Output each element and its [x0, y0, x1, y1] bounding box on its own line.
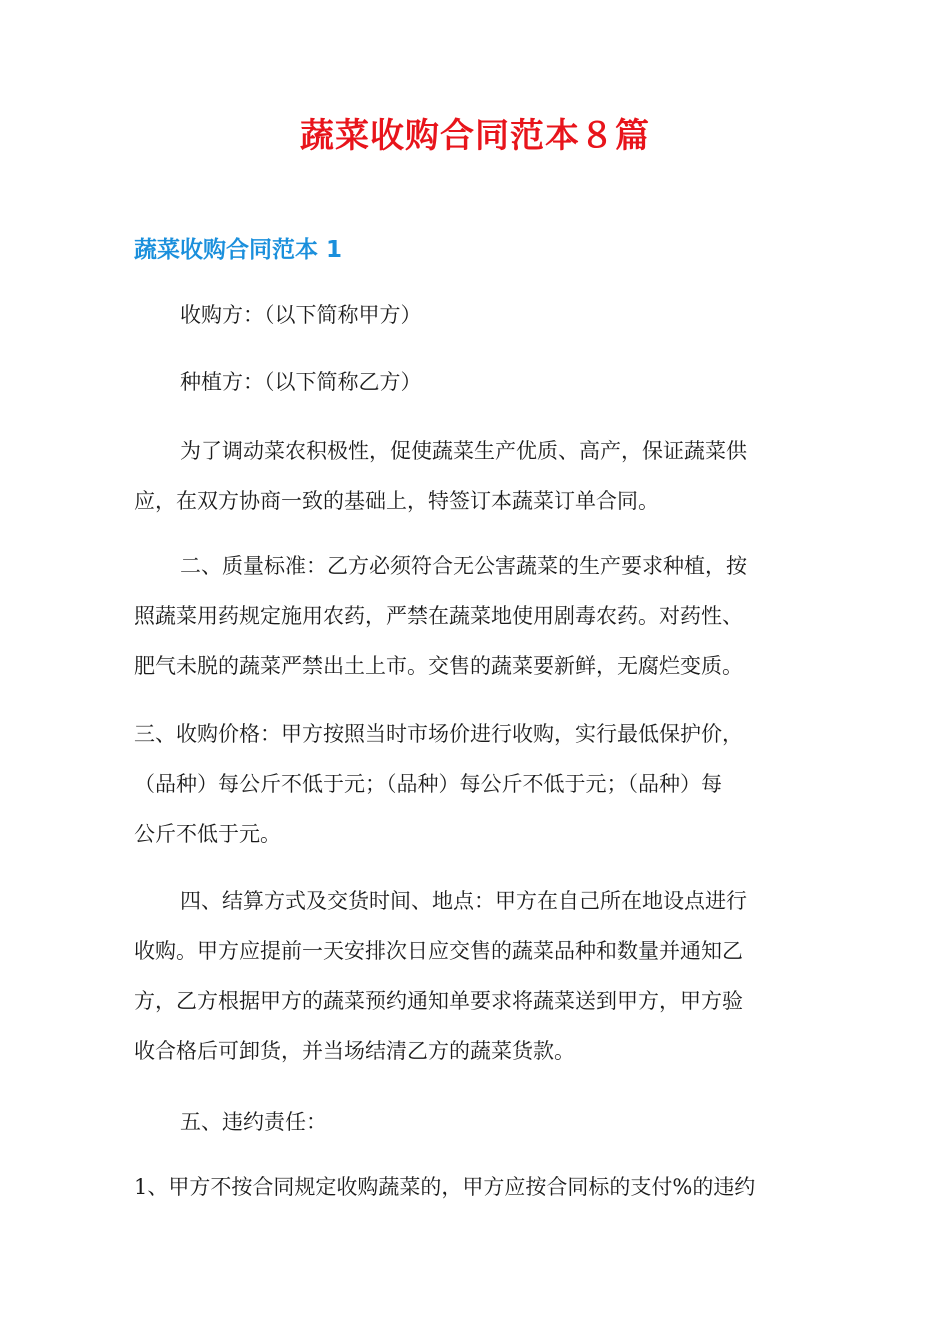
paragraph-grower	[134, 357, 828, 407]
paragraph-settlement	[134, 876, 828, 1076]
paragraph-line: 收购方：（以下简称甲方）	[180, 303, 422, 327]
paragraph-purchase-price	[134, 709, 828, 859]
paragraph-quality-standard	[134, 541, 828, 691]
paragraph-line: 公斤不低于元。	[134, 822, 281, 846]
paragraph-line: （品种）每公斤不低于元；（品种）每公斤不低于元；（品种）每	[134, 772, 722, 796]
paragraph-preamble	[134, 426, 828, 526]
paragraph-line: 照蔬菜用药规定施用农药，严禁在蔬菜地使用剧毒农药。对药性、	[134, 604, 743, 628]
paragraph-line: 方，乙方根据甲方的蔬菜预约通知单要求将蔬菜送到甲方，甲方验	[134, 989, 743, 1013]
paragraph-line: 为了调动菜农积极性，促使蔬菜生产优质、高产，保证蔬菜供	[180, 439, 747, 463]
paragraph-line: 应，在双方协商一致的基础上，特签订本蔬菜订单合同。	[134, 489, 659, 513]
paragraph-line: 收购。甲方应提前一天安排次日应交售的蔬菜品种和数量并通知乙	[134, 939, 743, 963]
paragraph-line: 三、收购价格：甲方按照当时市场价进行收购，实行最低保护价，	[134, 722, 743, 746]
section-heading: 蔬菜收购合同范本 1	[134, 237, 343, 263]
paragraph-line: 五、违约责任：	[180, 1110, 327, 1134]
document-title: 蔬菜收购合同范本８篇	[300, 116, 650, 156]
paragraph-liability-item-1	[134, 1162, 828, 1212]
paragraph-buyer	[134, 290, 828, 340]
paragraph-line: 四、结算方式及交货时间、地点：甲方在自己所在地设点进行	[180, 889, 747, 913]
paragraph-liability-heading	[134, 1097, 828, 1147]
paragraph-line: 二、质量标准：乙方必须符合无公害蔬菜的生产要求种植，按	[180, 554, 747, 578]
paragraph-line: 1、甲方不按合同规定收购蔬菜的，甲方应按合同标的支付%的违约	[134, 1175, 756, 1199]
paragraph-line: 肥气未脱的蔬菜严禁出土上市。交售的蔬菜要新鲜，无腐烂变质。	[134, 654, 743, 678]
paragraph-line: 收合格后可卸货，并当场结清乙方的蔬菜货款。	[134, 1039, 575, 1063]
paragraph-line: 种植方：（以下简称乙方）	[180, 370, 422, 394]
